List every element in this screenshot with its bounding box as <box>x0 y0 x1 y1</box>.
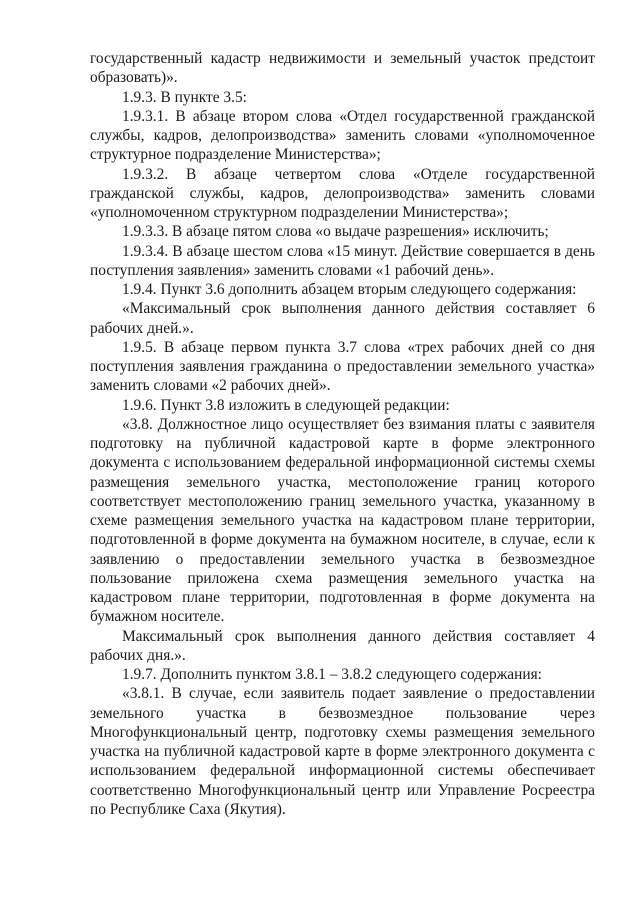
paragraph-p8: «Максимальный срок выполнения данного действия составляет 6 рабочих дней.». <box>90 300 595 337</box>
paragraph-p9: 1.9.5. В абзаце первом пункта 3.7 слова «трех рабочих дней со дня поступления заявления гражданина о предоставлении земельного участка» заменить словами «2 рабочих дней». <box>90 338 595 395</box>
paragraph-p13: 1.9.7. Дополнить пунктом 3.8.1 – 3.8.2 следующего содержания: <box>122 666 542 683</box>
paragraph-p2: 1.9.3. В пункте 3.5: <box>122 88 247 106</box>
paragraph-p6: 1.9.3.4. В абзаце шестом слова «15 минут. Действие совершается в день поступления заявления» заменить словами «1 рабочий день». <box>90 242 595 279</box>
paragraph-p7: 1.9.4. Пункт 3.6 дополнить абзацем вторым следующего содержания: <box>122 281 577 298</box>
paragraph-p14: «3.8.1. В случае, если заявитель подает заявление о предоставлении земельного участка в безвозмездное пользование через Многофункциональный центр, подготовку схемы размещения земельного участка на публичной кадастровой карте в форме электронного документа с использованием федеральной информационной системы обеспечивает соответственно Многофункциональный центр или Управление Росреестра по Республике Саха (Якутия). <box>90 685 595 818</box>
paragraph-p3: 1.9.3.1. В абзаце втором слова «Отдел государственной гражданской службы, кадров, делопроизводства» заменить словами «уполномоченное структурное подразделение Министерства»; <box>90 107 595 164</box>
paragraph-p4: 1.9.3.2. В абзаце четвертом слова «Отделе государственной гражданской службы, кадров, делопроизводства» заменить словами «уполномоченном структурном подразделении Министерства»; <box>90 165 595 221</box>
paragraph-p10: 1.9.6. Пункт 3.8 изложить в следующей редакции: <box>122 396 450 414</box>
paragraph-p11: «3.8. Должностное лицо осуществляет без взимания платы с заявителя подготовку на публичной кадастровой карте в форме электронного документа с использованием федеральной информационной системы схемы размещения земельного участка, местоположение границ которого соответствует местоположению границ земельного участка, указанному в схеме размещения земельного участка на кадастровом плане территории, подготовленной в форме документа на бумажном носителе, в случае, если к заявлению о предоставлении земельного участка в безвозмездное пользование приложена схема размещения земельного участка на кадастровом плане территории, подготовленная в форме документа на бумажном носителе. <box>90 415 595 626</box>
document-body <box>90 49 595 819</box>
paragraph-p12: Максимальный срок выполнения данного действия составляет 4 рабочих дня.». <box>90 627 595 664</box>
paragraph-p1: государственный кадастр недвижимости и земельный участок предстоит образовать)». <box>90 50 595 87</box>
paragraph-p5: 1.9.3.3. В абзаце пятом слова «о выдаче разрешения» исключить; <box>122 223 549 241</box>
